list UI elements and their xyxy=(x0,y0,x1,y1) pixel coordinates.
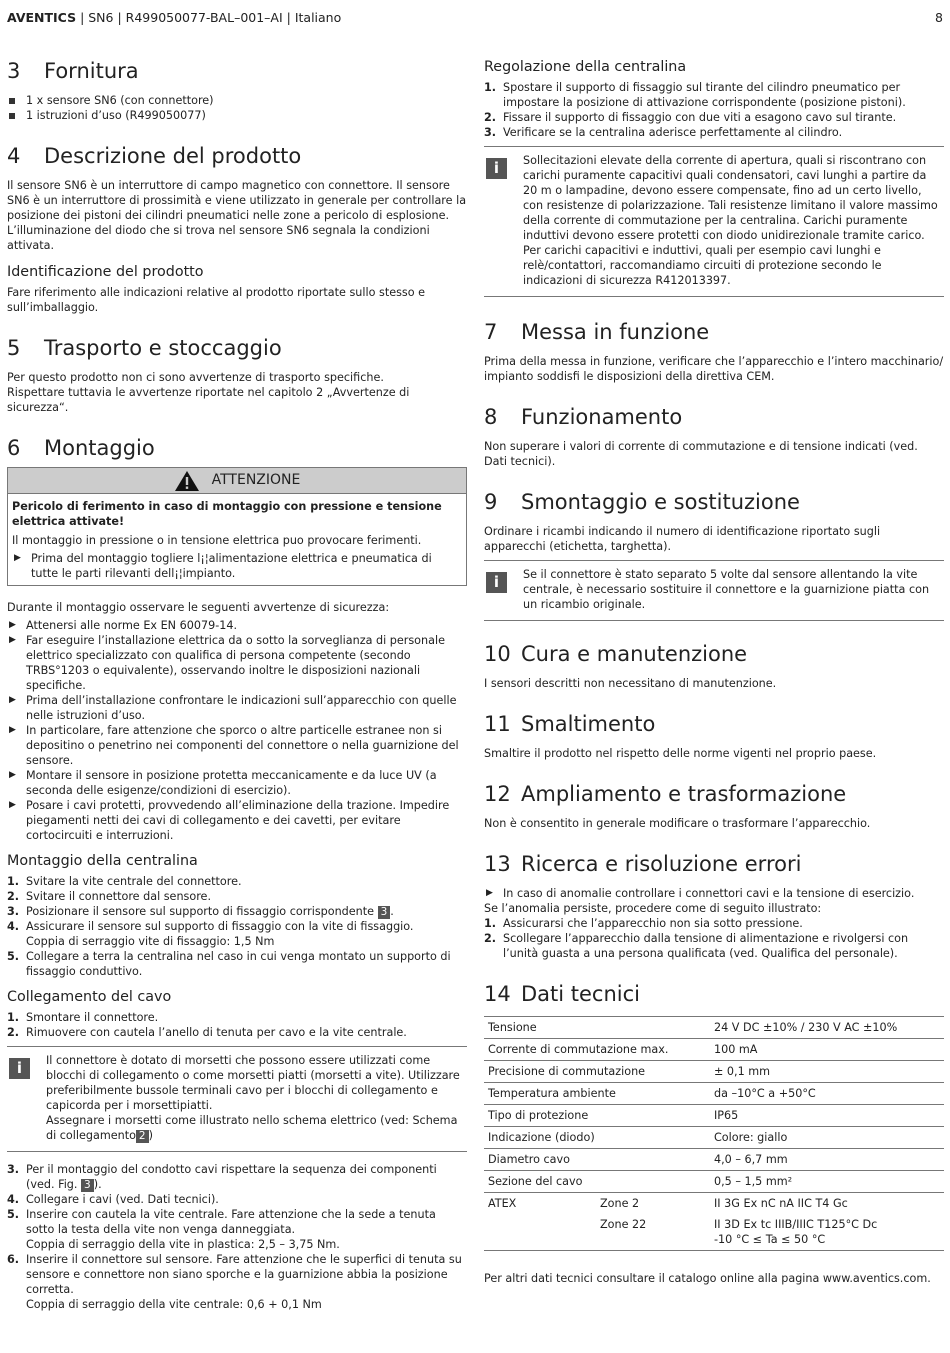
section-title: Smontaggio e sostituzione xyxy=(521,490,800,514)
info-paragraph: Il connettore è dotato di morsetti che possono essere utilizzati come blocchi di collegamento o come morsetti piatti (morsetti a vite). Utilizzare preferibilmente bussole terminali cavo per i blocchi di collegamento e capicorda per i morsettipiatti. xyxy=(46,1054,460,1112)
list-item xyxy=(7,618,467,633)
section-title: Ricerca e risoluzione errori xyxy=(521,852,802,876)
section-9 xyxy=(484,489,944,621)
info-box xyxy=(7,1046,467,1152)
section-number: 7 xyxy=(484,320,498,344)
list-item xyxy=(484,125,944,140)
arrow-right-icon: ▶ xyxy=(9,725,16,735)
steps-list xyxy=(7,874,467,979)
section-number: 11 xyxy=(484,712,511,736)
table-value: 100 mA xyxy=(710,1039,944,1061)
tech-data-table xyxy=(484,1016,944,1251)
info-icon: i xyxy=(486,572,507,593)
warning-text: Il montaggio in pressione o in tensione elettrica puo provocare ferimenti. xyxy=(12,534,422,547)
list-item-text: Montare il sensore in posizione protetta meccanicamente e da luce UV (a seconda delle esigenze/condizioni di esercizio). xyxy=(26,769,437,797)
paragraph: Ordinare i ricambi indicando il numero di identificazione riportato sugli apparecchi (etichetta, targhetta). xyxy=(484,525,881,553)
regolazione-section xyxy=(484,58,944,297)
subsection-title: Regolazione della centralina xyxy=(484,59,687,75)
list-item: 3. Per il montaggio del condotto cavi rispettare la sequenza dei componenti (ved. Fig. 3 ). xyxy=(7,1163,437,1191)
table-row xyxy=(484,1149,944,1171)
table-value xyxy=(710,1193,944,1251)
section-14 xyxy=(484,981,944,1286)
section-heading xyxy=(484,781,944,807)
steps-list xyxy=(7,1162,467,1312)
list-item xyxy=(7,1192,467,1207)
step-number: 2. xyxy=(484,111,497,124)
info-icon: i xyxy=(486,158,507,179)
subsection-title: Montaggio della centralina xyxy=(7,853,198,869)
section-heading xyxy=(7,335,467,361)
info-box xyxy=(484,146,944,297)
list-item xyxy=(484,931,944,961)
info-box xyxy=(484,560,944,621)
step-number: 2. xyxy=(7,890,20,903)
step-note: Coppia di serraggio della vite centrale: 0,6 + 0,1 Nm xyxy=(26,1298,322,1311)
delivery-list xyxy=(7,93,467,123)
list-item xyxy=(7,1207,467,1252)
zone-value: -10 °C ≤ Ta ≤ 50 °C xyxy=(714,1233,826,1246)
section-title: Funzionamento xyxy=(521,405,683,429)
table-row xyxy=(484,1039,944,1061)
zone-value: II 3D Ex tc IIIB/IIIC T125°C Dc xyxy=(714,1218,878,1231)
section-number: 5 xyxy=(7,336,21,360)
section-10 xyxy=(484,641,944,691)
step-number: 5. xyxy=(7,950,20,963)
step-number: 2. xyxy=(484,932,497,945)
section-number: 9 xyxy=(484,490,498,514)
paragraph: Fare riferimento alle indicazioni relative al prodotto riportate sullo stesso e sull’imballaggio. xyxy=(7,286,426,314)
section-title: Cura e manutenzione xyxy=(521,642,748,666)
arrow-right-icon: ▶ xyxy=(9,635,16,645)
step-text: Fissare il supporto di fissaggio con due viti a esagono cavo sul tirante. xyxy=(503,111,897,124)
warning-triangle-icon xyxy=(174,470,200,492)
section-12 xyxy=(484,781,944,831)
subsection-title: Identificazione del prodotto xyxy=(7,264,204,280)
warning-body xyxy=(8,494,466,585)
section-number: 12 xyxy=(484,782,511,806)
brand: AVENTICS xyxy=(7,10,77,25)
list-item xyxy=(7,768,467,798)
table-row xyxy=(484,1061,944,1083)
section-number: 6 xyxy=(7,436,21,460)
paragraph: Per questo prodotto non ci sono avvertenze di trasporto specifiche. xyxy=(7,371,384,384)
step-text: Assicurarsi che l’apparecchio non sia sotto pressione. xyxy=(503,917,803,930)
section-11 xyxy=(484,711,944,761)
table-value: IP65 xyxy=(710,1105,944,1127)
arrow-right-icon: ▶ xyxy=(9,770,16,780)
step-text: Collegare a terra la centralina nel caso in cui venga montato un supporto di fissaggio conduttivo. xyxy=(26,950,451,978)
step-text: Scollegare l’apparecchio dalla tensione di alimentazione e rivolgersi con l’unità guasta a una persona qualificata (ved. Qualifica del personale). xyxy=(503,932,909,960)
footer-note: Per altri dati tecnici consultare il catalogo online alla pagina www.aventics.com. xyxy=(484,1272,931,1285)
list-item-text: Far eseguire l’installazione elettrica da o sotto la sorveglianza di personale elettrico specializzato con qualifica di persona competente (secondo TRBS°1203 o equivalente), osservando inoltre le disposizioni nazionali specifiche. xyxy=(26,634,445,692)
section-4 xyxy=(7,143,467,315)
left-column xyxy=(7,58,467,1312)
arrow-right-icon: ▶ xyxy=(9,800,16,810)
section-heading xyxy=(7,435,467,461)
figure-tag: 2 xyxy=(136,1130,149,1143)
step-number: 3. xyxy=(7,1163,20,1176)
subsection-title: Collegamento del cavo xyxy=(7,989,172,1005)
list-item-text: Posare i cavi protetti, provvedendo all’eliminazione della trazione. Impedire piegamenti netti dei cavi di collegamento e dei cavetti, per evitare cortocircuiti e interruzioni. xyxy=(26,799,450,842)
step-text: Assicurare il sensore sul supporto di fissaggio con la vite di fissaggio. xyxy=(26,920,414,933)
section-title: Messa in funzione xyxy=(521,320,710,344)
info-text-span: Assegnare i morsetti come illustrato nello schema elettrico (ved: Schema di collegamento xyxy=(46,1114,458,1142)
section-heading xyxy=(484,851,944,877)
paragraph: Prima della messa in funzione, verificare che l’apparecchio e l’intero macchinario/ impianto soddisfi le disposizioni della direttiva CEM. xyxy=(484,355,944,383)
step-text: Verificare se la centralina aderisce perfettamente al cilindro. xyxy=(503,126,843,139)
table-key: Diametro cavo xyxy=(484,1149,710,1171)
list-item xyxy=(484,916,944,931)
section-7 xyxy=(484,319,944,384)
table-value: Colore: giallo xyxy=(710,1127,944,1149)
section-number: 10 xyxy=(484,642,511,666)
steps-list xyxy=(484,80,944,140)
table-row xyxy=(484,1193,944,1251)
arrow-right-icon: ▶ xyxy=(14,553,21,563)
list-item xyxy=(7,949,467,979)
warning-bold: Pericolo di ferimento in caso di montaggio con pressione e tensione elettrica attivate! xyxy=(12,500,442,528)
section-title: Descrizione del prodotto xyxy=(44,144,302,168)
section-13 xyxy=(484,851,944,961)
section-heading xyxy=(484,404,944,430)
step-text: Rimuovere con cautela l’anello di tenuta per cavo e la vite centrale. xyxy=(26,1026,407,1039)
step-text: Collegare i cavi (ved. Dati tecnici). xyxy=(26,1193,219,1206)
section-heading xyxy=(484,319,944,345)
table-value: 24 V DC ±10% / 230 V AC ±10% xyxy=(710,1017,944,1039)
section-heading xyxy=(484,641,944,667)
list-item xyxy=(7,1010,467,1025)
list-item xyxy=(7,889,467,904)
table-key: Tipo di protezione xyxy=(484,1105,710,1127)
list-item xyxy=(484,80,944,110)
list-item xyxy=(7,633,467,693)
section-heading xyxy=(484,711,944,737)
section-3 xyxy=(7,58,467,123)
list-item xyxy=(7,1252,467,1312)
step-text: Spostare il supporto di fissaggio sul tirante del cilindro pneumatico per impostare la posizione di attivazione corrispondente (posizione pistoni). xyxy=(503,81,906,109)
section-6 xyxy=(7,435,467,1312)
step-number: 2. xyxy=(7,1026,20,1039)
warning-title: ATTENZIONE xyxy=(211,472,301,488)
steps-list xyxy=(7,1010,467,1040)
list-item-text: Prima dell’installazione confrontare le indicazioni sull’apparecchio con quelle nelle istruzioni d’uso. xyxy=(26,694,457,722)
section-title: Ampliamento e trasformazione xyxy=(521,782,847,806)
table-row xyxy=(484,1083,944,1105)
list-item xyxy=(484,886,944,901)
list-item: 1 x sensore SN6 (con connettore) xyxy=(7,93,467,108)
section-number: 4 xyxy=(7,144,21,168)
steps-list xyxy=(484,916,944,961)
step-text: Posizionare il sensore sul supporto di fissaggio corrispondente xyxy=(26,905,375,918)
section-heading xyxy=(484,981,944,1007)
zone-label: Zone 22 xyxy=(600,1218,647,1231)
step-number: 1. xyxy=(7,875,20,888)
table-subkey xyxy=(596,1193,710,1251)
list-item-text: Attenersi alle norme Ex EN 60079-14. xyxy=(26,619,238,632)
info-text: Sollecitazioni elevate della corrente di apertura, quali si riscontrano con carichi puramente capacitivi quali condensatori, cavi lunghi a partire da 20 m o lampadine, devono essere compensate, fino ad un certo livello, con resistenze di polarizzazione. Tali resistenze limitano il valore massimo della corrente di commutazione per la centralina. Carichi puramente induttivi devono essere protetti con diodo unidirezionale tramite carico. Per carichi capacitivi e induttivi, quali per esempio cavi lunghi e relè/contattori, raccomandiamo circuiti di protezione secondo le indicazioni di sicurezza R412013397. xyxy=(523,154,938,287)
step-text: Svitare la vite centrale del connettore. xyxy=(26,875,242,888)
warning-header xyxy=(8,468,466,494)
table-key: Tensione xyxy=(484,1017,710,1039)
step-number: 4. xyxy=(7,920,20,933)
paragraph: I sensori descritti non necessitano di manutenzione. xyxy=(484,677,777,690)
table-value: ± 0,1 mm xyxy=(710,1061,944,1083)
table-value: 4,0 – 6,7 mm xyxy=(710,1149,944,1171)
list-item xyxy=(484,110,944,125)
figure-tag: 3 xyxy=(81,1179,94,1192)
warning-list xyxy=(12,551,462,581)
paragraph: Se l’anomalia persiste, procedere come di seguito illustrato: xyxy=(484,902,822,915)
list-item-text: In caso di anomalie controllare i connettori cavi e la tensione di esercizio. xyxy=(503,887,915,900)
arrow-right-icon: ▶ xyxy=(9,620,16,630)
section-number: 8 xyxy=(484,405,498,429)
list-item-text: Prima del montaggio togliere l¡¦alimentazione elettrica e pneumatica di tutte le parti rilevanti dell¡¦impianto. xyxy=(31,552,432,580)
doc-id: | SN6 | R499050077-BAL–001–AI | Italiano xyxy=(76,10,342,25)
step-note: Coppia di serraggio vite di fissaggio: 1,5 Nm xyxy=(26,935,275,948)
section-number: 3 xyxy=(7,59,21,83)
table-row xyxy=(484,1017,944,1039)
list-item xyxy=(7,798,467,843)
step-number: 1. xyxy=(484,917,497,930)
section-heading xyxy=(7,143,467,169)
page-header xyxy=(7,10,943,25)
paragraph: Non è consentito in generale modificare o trasformare l’apparecchio. xyxy=(484,817,871,830)
section-5 xyxy=(7,335,467,415)
paragraph: Durante il montaggio osservare le seguenti avvertenze di sicurezza: xyxy=(7,601,390,614)
table-row xyxy=(484,1127,944,1149)
step-text: Svitare il connettore dal sensore. xyxy=(26,890,211,903)
zone-value: II 3G Ex nC nA IIC T4 Gc xyxy=(714,1197,848,1210)
table-value: 0,5 – 1,5 mm² xyxy=(710,1171,944,1193)
right-column xyxy=(484,58,944,1286)
section-heading xyxy=(7,58,467,84)
list-item xyxy=(7,874,467,889)
table-row xyxy=(484,1171,944,1193)
table-key: Temperatura ambiente xyxy=(484,1083,710,1105)
table-key: Sezione del cavo xyxy=(484,1171,710,1193)
safety-rules-list xyxy=(7,618,467,843)
section-title: Fornitura xyxy=(44,59,139,83)
troubleshoot-list xyxy=(484,886,944,901)
step-number: 1. xyxy=(7,1011,20,1024)
list-item-text: In particolare, fare attenzione che sporco o altre particelle estranee non si depositino o penetrino nei componenti del connettore o nella guarnizione del sensore. xyxy=(26,724,459,767)
section-number: 13 xyxy=(484,852,511,876)
list-item xyxy=(12,551,462,581)
table-key: ATEX xyxy=(484,1193,596,1251)
section-number: 14 xyxy=(484,982,511,1006)
step-number: 3. xyxy=(484,126,497,139)
info-icon: i xyxy=(9,1058,30,1079)
section-title: Smaltimento xyxy=(521,712,656,736)
list-item: 1 istruzioni d’uso (R499050077) xyxy=(7,108,467,123)
step-note: Coppia di serraggio della vite in plastica: 2,5 – 3,75 Nm. xyxy=(26,1238,340,1251)
step-text: Inserire con cautela la vite centrale. Fare attenzione che la sede a tenuta sotto la testa della vite non venga danneggiata. xyxy=(26,1208,436,1236)
paragraph: Non superare i valori di corrente di commutazione e di tensione indicati (ved. Dati tecnici). xyxy=(484,440,918,468)
step-number: 5. xyxy=(7,1208,20,1221)
table-key: Indicazione (diodo) xyxy=(484,1127,710,1149)
table-value: da –10°C a +50°C xyxy=(710,1083,944,1105)
list-item xyxy=(7,1025,467,1040)
step-number: 3. xyxy=(7,905,20,918)
section-title: Trasporto e stoccaggio xyxy=(44,336,282,360)
section-heading xyxy=(484,489,944,515)
step-text: Smontare il connettore. xyxy=(26,1011,159,1024)
zone-label: Zone 2 xyxy=(600,1197,640,1210)
list-item xyxy=(7,693,467,723)
section-8 xyxy=(484,404,944,469)
step-number: 4. xyxy=(7,1193,20,1206)
step-text: Per il montaggio del condotto cavi rispettare la sequenza dei componenti (ved. Fig. xyxy=(26,1163,437,1191)
list-item: 3. Posizionare il sensore sul supporto di fissaggio corrispondente 3 . xyxy=(7,905,394,918)
paragraph: Il sensore SN6 è un interruttore di campo magnetico con connettore. Il sensore SN6 è un interruttore di prossimità e viene utilizzato in generale per controllare la posizione dei pistoni dei cilindri pneumatici nelle zone a pericolo di esplosione. L’illuminazione del diodo che si trova nel sensore SN6 segnala la condizioni attivata. xyxy=(7,179,467,252)
table-key: Precisione di commutazione xyxy=(484,1061,710,1083)
list-item xyxy=(7,919,467,949)
section-title: Dati tecnici xyxy=(521,982,641,1006)
step-number: 1. xyxy=(484,81,497,94)
info-paragraph: Assegnare i morsetti come illustrato nello schema elettrico (ved: Schema di collegamento 2 ) xyxy=(46,1114,458,1142)
table-row xyxy=(484,1105,944,1127)
figure-tag: 3 xyxy=(378,906,391,919)
paragraph: Rispettare tuttavia le avvertenze riportate nel capitolo 2 „Avvertenze di sicurezza“. xyxy=(7,386,410,414)
step-text: Inserire il connettore sul sensore. Fare attenzione che le superfici di tenuta su sensore e connettore non siano sporche e la guarnizione abbia la posizione corretta. xyxy=(26,1253,462,1296)
info-text xyxy=(46,1053,467,1143)
section-title: Montaggio xyxy=(44,436,155,460)
info-text: Se il connettore è stato separato 5 volte dal sensore allentando la vite centrale, è necessario sostituire il connettore e la guarnizione piatta con un ricambio originale. xyxy=(523,568,930,611)
arrow-right-icon: ▶ xyxy=(9,695,16,705)
paragraph: Smaltire il prodotto nel rispetto delle norme vigenti nel proprio paese. xyxy=(484,747,877,760)
table-key: Corrente di commutazione max. xyxy=(484,1039,710,1061)
page-number: 8 xyxy=(935,10,943,25)
arrow-right-icon: ▶ xyxy=(486,888,493,898)
warning-box xyxy=(7,467,467,586)
step-number: 6. xyxy=(7,1253,20,1266)
list-item xyxy=(7,723,467,768)
